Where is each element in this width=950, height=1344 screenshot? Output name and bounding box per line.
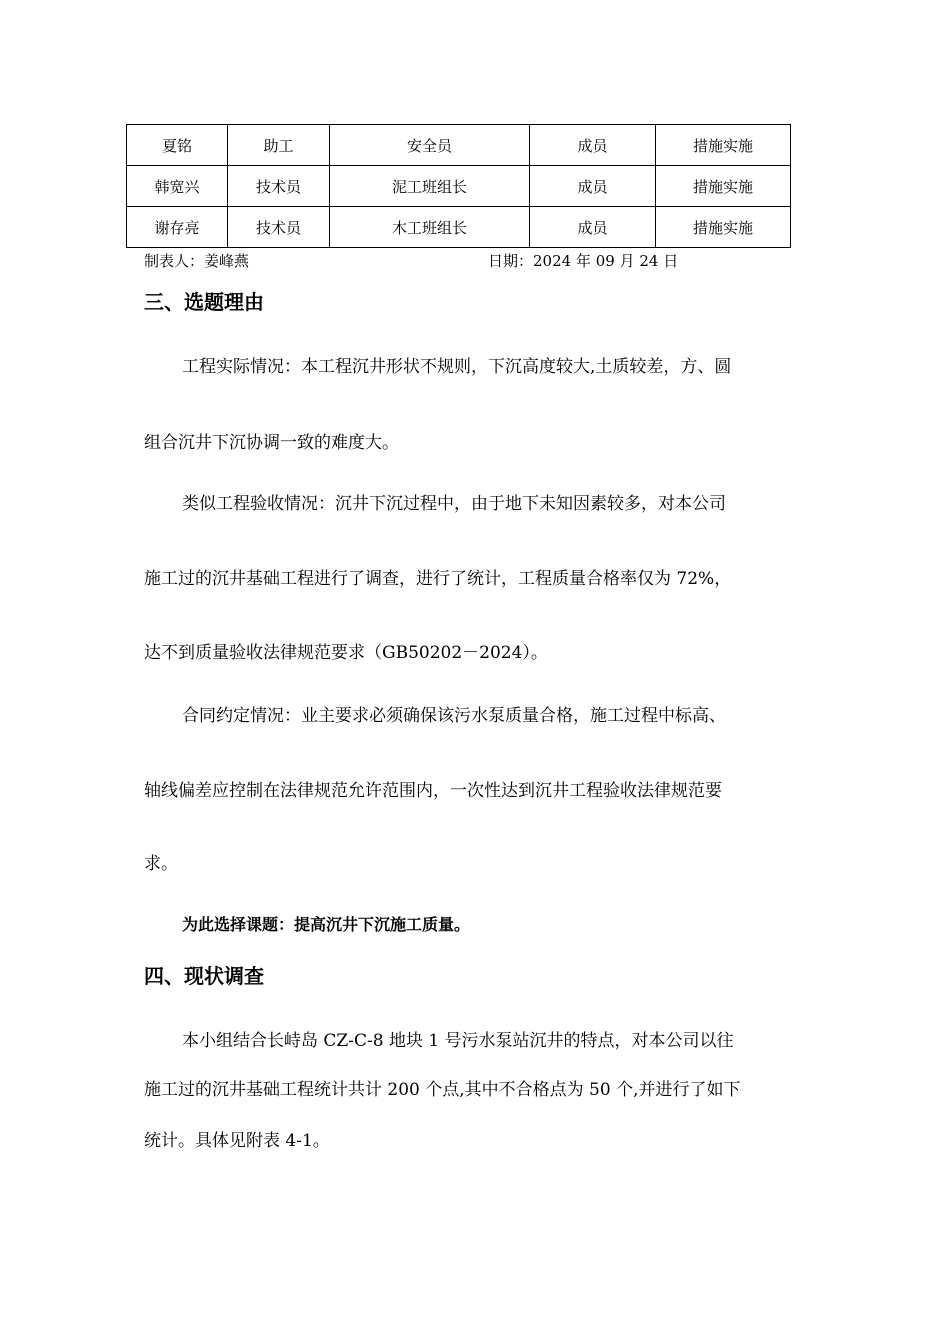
paragraph-line: 达不到质量验收法律规范要求（GB50202－2024）。: [144, 643, 548, 663]
paragraph-line: 轴线偏差应控制在法律规范允许范围内，一次性达到沉井工程验收法律规范要: [144, 781, 722, 801]
section-heading-survey: 四、现状调查: [144, 964, 264, 988]
table-row: [127, 166, 791, 207]
member-role: 成员: [530, 125, 656, 166]
member-name: 夏铭: [127, 125, 228, 166]
member-role: 成员: [530, 207, 656, 248]
member-title: 助工: [228, 125, 330, 166]
member-duty: 措施实施: [656, 125, 791, 166]
table-row: [127, 207, 791, 248]
member-title: 技术员: [228, 166, 330, 207]
paragraph-line: 合同约定情况：业主要求必须确保该污水泵质量合格，施工过程中标高、: [182, 706, 726, 726]
member-name: 韩宽兴: [127, 166, 228, 207]
member-title: 技术员: [228, 207, 330, 248]
paragraph-line: 统计。具体见附表 4-1。: [144, 1131, 330, 1151]
paragraph-line: 本小组结合长峙岛 CZ-C-8 地块 1 号污水泵站沉井的特点，对本公司以往: [182, 1031, 734, 1051]
member-role: 成员: [530, 166, 656, 207]
paragraph-line: 类似工程验收情况：沉井下沉过程中，由于地下未知因素较多，对本公司: [182, 494, 726, 514]
table-date: 日期：2024 年 09 月 24 日: [488, 252, 679, 270]
paragraph-line: 组合沉井下沉协调一致的难度大。: [144, 433, 399, 453]
topic-conclusion: 为此选择课题：提高沉井下沉施工质量。: [182, 915, 471, 934]
paragraph-line: 工程实际情况：本工程沉井形状不规则，下沉高度较大,土质较差，方、圆: [182, 357, 732, 377]
paragraph-line: 求。: [144, 854, 178, 874]
member-position: 木工班组长: [330, 207, 530, 248]
member-name: 谢存亮: [127, 207, 228, 248]
paragraph-line: 施工过的沉井基础工程进行了调查，进行了统计，工程质量合格率仅为 72%，: [144, 569, 732, 589]
section-heading-reasons: 三、选题理由: [144, 290, 264, 314]
members-table: [126, 124, 791, 248]
table-row: [127, 125, 791, 166]
member-duty: 措施实施: [656, 207, 791, 248]
table-maker: 制表人：姜峰燕: [144, 252, 250, 270]
paragraph-line: 施工过的沉井基础工程统计共计 200 个点,其中不合格点为 50 个,并进行了如下: [144, 1080, 741, 1100]
member-position: 安全员: [330, 125, 530, 166]
member-position: 泥工班组长: [330, 166, 530, 207]
member-duty: 措施实施: [656, 166, 791, 207]
